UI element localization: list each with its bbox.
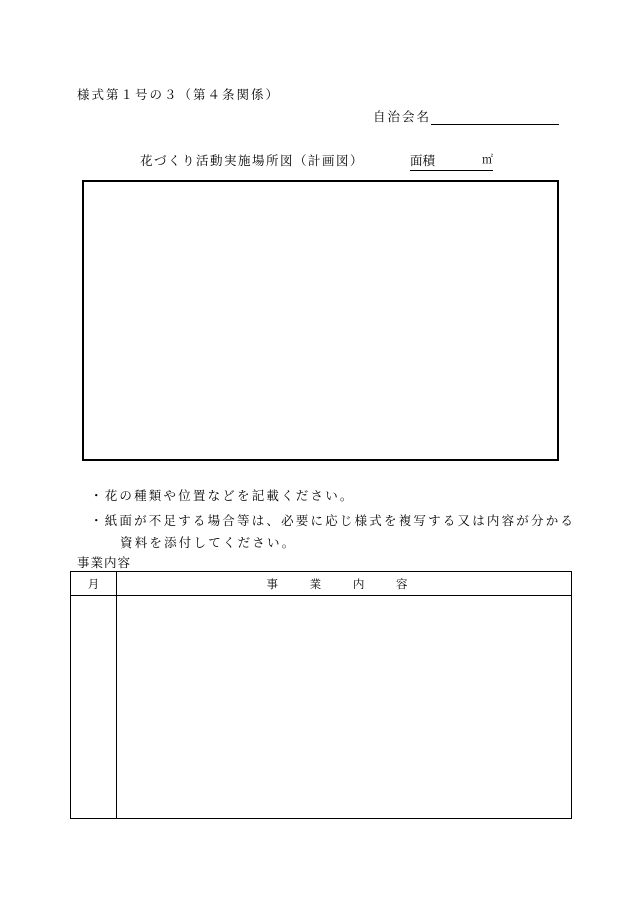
form-number: 様式第１号の３（第４条関係）: [77, 87, 281, 102]
business-section-title: 事業内容: [77, 555, 132, 570]
area-label: 面積: [410, 153, 436, 168]
map-drawing-area[interactable]: [82, 180, 559, 461]
note-line-2: ・紙面が不足する場合等は、必要に応じ様式を複写する又は内容が分かる: [90, 513, 576, 528]
note-line-3: 資料を添付してください。: [120, 535, 297, 550]
map-title: 花づくり活動実施場所図（計画図）: [140, 153, 365, 168]
content-cell[interactable]: [117, 596, 572, 819]
content-column-header-text: 事 業 内 容: [266, 576, 422, 591]
month-column-header: 月: [71, 572, 117, 596]
association-name-field[interactable]: [373, 107, 559, 125]
note-line-1: ・花の種類や位置などを記載ください。: [90, 488, 355, 503]
area-blank[interactable]: [435, 151, 482, 169]
content-column-header: [117, 572, 572, 596]
business-table: [70, 571, 572, 819]
association-name-blank[interactable]: [431, 110, 559, 125]
month-cell[interactable]: [71, 596, 117, 819]
business-table-row: [71, 596, 572, 819]
business-table-header: [71, 572, 572, 596]
area-field[interactable]: [410, 151, 493, 171]
area-unit: ㎡: [482, 153, 494, 166]
association-name-label: 自治会名: [373, 109, 432, 124]
